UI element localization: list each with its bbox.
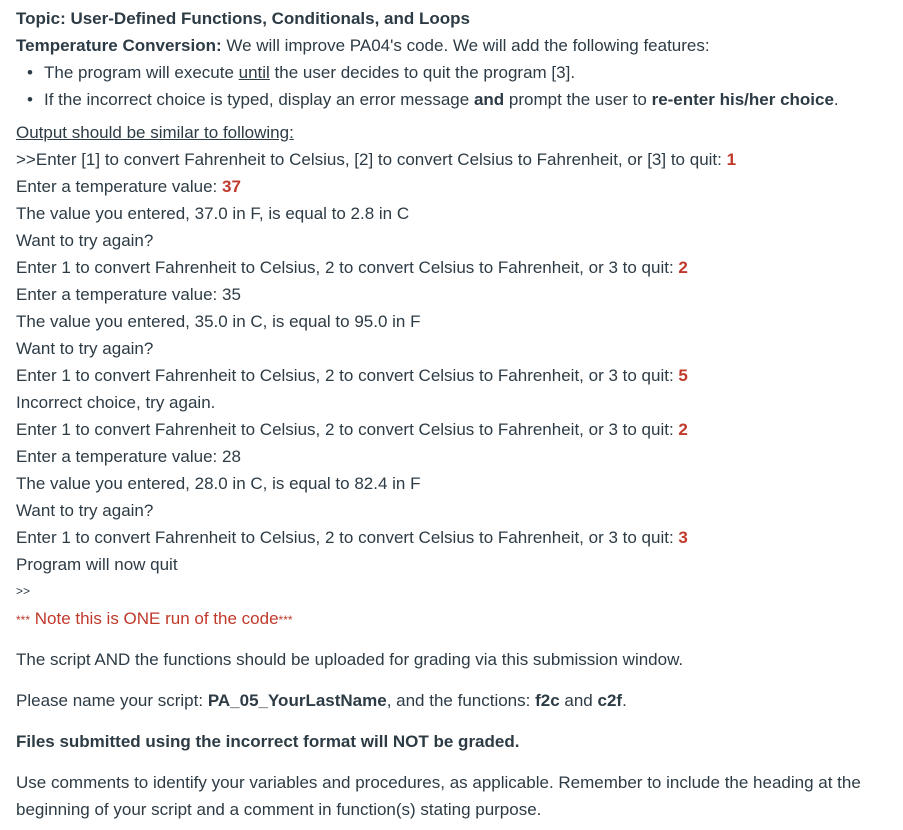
session-line [16,551,887,578]
session-output-text: The value you entered, 37.0 in F, is equal to 2.8 in C [16,204,410,223]
list-item [27,59,887,86]
user-input-value: 2 [678,258,688,277]
session-line [16,362,887,389]
output-heading: Output should be similar to following: [16,123,294,142]
session-output-text: Program will now quit [16,555,178,574]
naming-text: Please name your script: [16,691,208,710]
session-line [16,227,887,254]
feature-list [16,59,887,113]
session-line [16,254,887,281]
intro-label: Temperature Conversion: [16,36,222,55]
session-line [16,335,887,362]
session-line [16,389,887,416]
list-item [27,86,887,113]
session-line [16,497,887,524]
format-warning: Files submitted using the incorrect format will NOT be graded. [16,732,520,751]
session-output-text: Want to try again? [16,501,154,520]
session-output-text: The value you entered, 28.0 in C, is equal to 82.4 in F [16,474,421,493]
user-input-value: 5 [678,366,688,385]
session-output-text: Enter a temperature value: 35 [16,285,241,304]
naming-text: , and the functions: [386,691,536,710]
prompt-end: >> [16,584,31,598]
naming-text: and [559,691,598,710]
run-note [16,605,887,632]
comments-instructions: Use comments to identify your variables and procedures, as applicable. Remember to include the heading at the beginning of your script and a comment in function(s) stating purpose. [16,773,861,819]
session-output-text: Enter 1 to convert Fahrenheit to Celsius, 2 to convert Celsius to Fahrenheit, or 3 to quit: [16,528,679,547]
session-output-text: Want to try again? [16,231,154,250]
session-line [16,524,887,551]
session-line [16,416,887,443]
bullet-text: The program will execute [44,63,239,82]
intro-line [16,32,887,59]
session-output-text: The value you entered, 35.0 in C, is equal to 95.0 in F [16,312,421,331]
session-output-text: Enter 1 to convert Fahrenheit to Celsius, 2 to convert Celsius to Fahrenheit, or 3 to quit: [16,258,679,277]
session-output-text: Enter 1 to convert Fahrenheit to Celsius, 2 to convert Celsius to Fahrenheit, or 3 to quit: [16,366,679,385]
bullet-text: prompt the user to [504,90,652,109]
session-output-text: Enter a temperature value: [16,177,223,196]
naming-instructions [16,687,887,714]
bullet-text: the user decides to quit the program [3]. [269,63,576,82]
function-name: f2c [535,691,560,710]
note-text: Note this is ONE run of the code [30,609,279,628]
topic-heading: Topic: User-Defined Functions, Conditionals, and Loops [16,9,470,28]
session-output-text: Want to try again? [16,339,154,358]
session-line [16,281,887,308]
note-stars: *** [278,613,293,627]
session-line [16,443,887,470]
bullet-underlined-text: until [238,63,270,82]
session-output-text: Incorrect choice, try again. [16,393,216,412]
script-name: PA_05_YourLastName [207,691,387,710]
user-input-value: 1 [726,150,737,169]
session-line [16,146,887,173]
bullet-bold-text: re-enter his/her choice [651,90,834,109]
session-line [16,173,887,200]
session-line [16,200,887,227]
session-output-text: Enter 1 to convert Fahrenheit to Celsius, 2 to convert Celsius to Fahrenheit, or 3 to quit: [16,420,679,439]
user-input-value: 37 [222,177,241,196]
user-input-value: 3 [678,528,688,547]
intro-text: We will improve PA04's code. We will add the following features: [221,36,710,55]
bullet-icon: • [27,90,33,109]
bullet-icon: • [27,63,33,82]
bullet-bold-text: and [473,90,505,109]
user-input-value: 2 [678,420,688,439]
session-output-text: Enter a temperature value: 28 [16,447,241,466]
naming-text: . [622,691,627,710]
function-name: c2f [597,691,623,710]
session-line [16,308,887,335]
session-output-text: >>Enter [1] to convert Fahrenheit to Celsius, [2] to convert Celsius to Fahrenheit, or [3] to quit: [16,150,727,169]
sample-session [16,146,887,578]
bullet-text: If the incorrect choice is typed, display an error message [44,90,474,109]
bullet-text: . [833,90,839,109]
session-line [16,470,887,497]
note-stars: *** [16,613,31,627]
upload-instructions: The script AND the functions should be uploaded for grading via this submission window. [16,650,684,669]
